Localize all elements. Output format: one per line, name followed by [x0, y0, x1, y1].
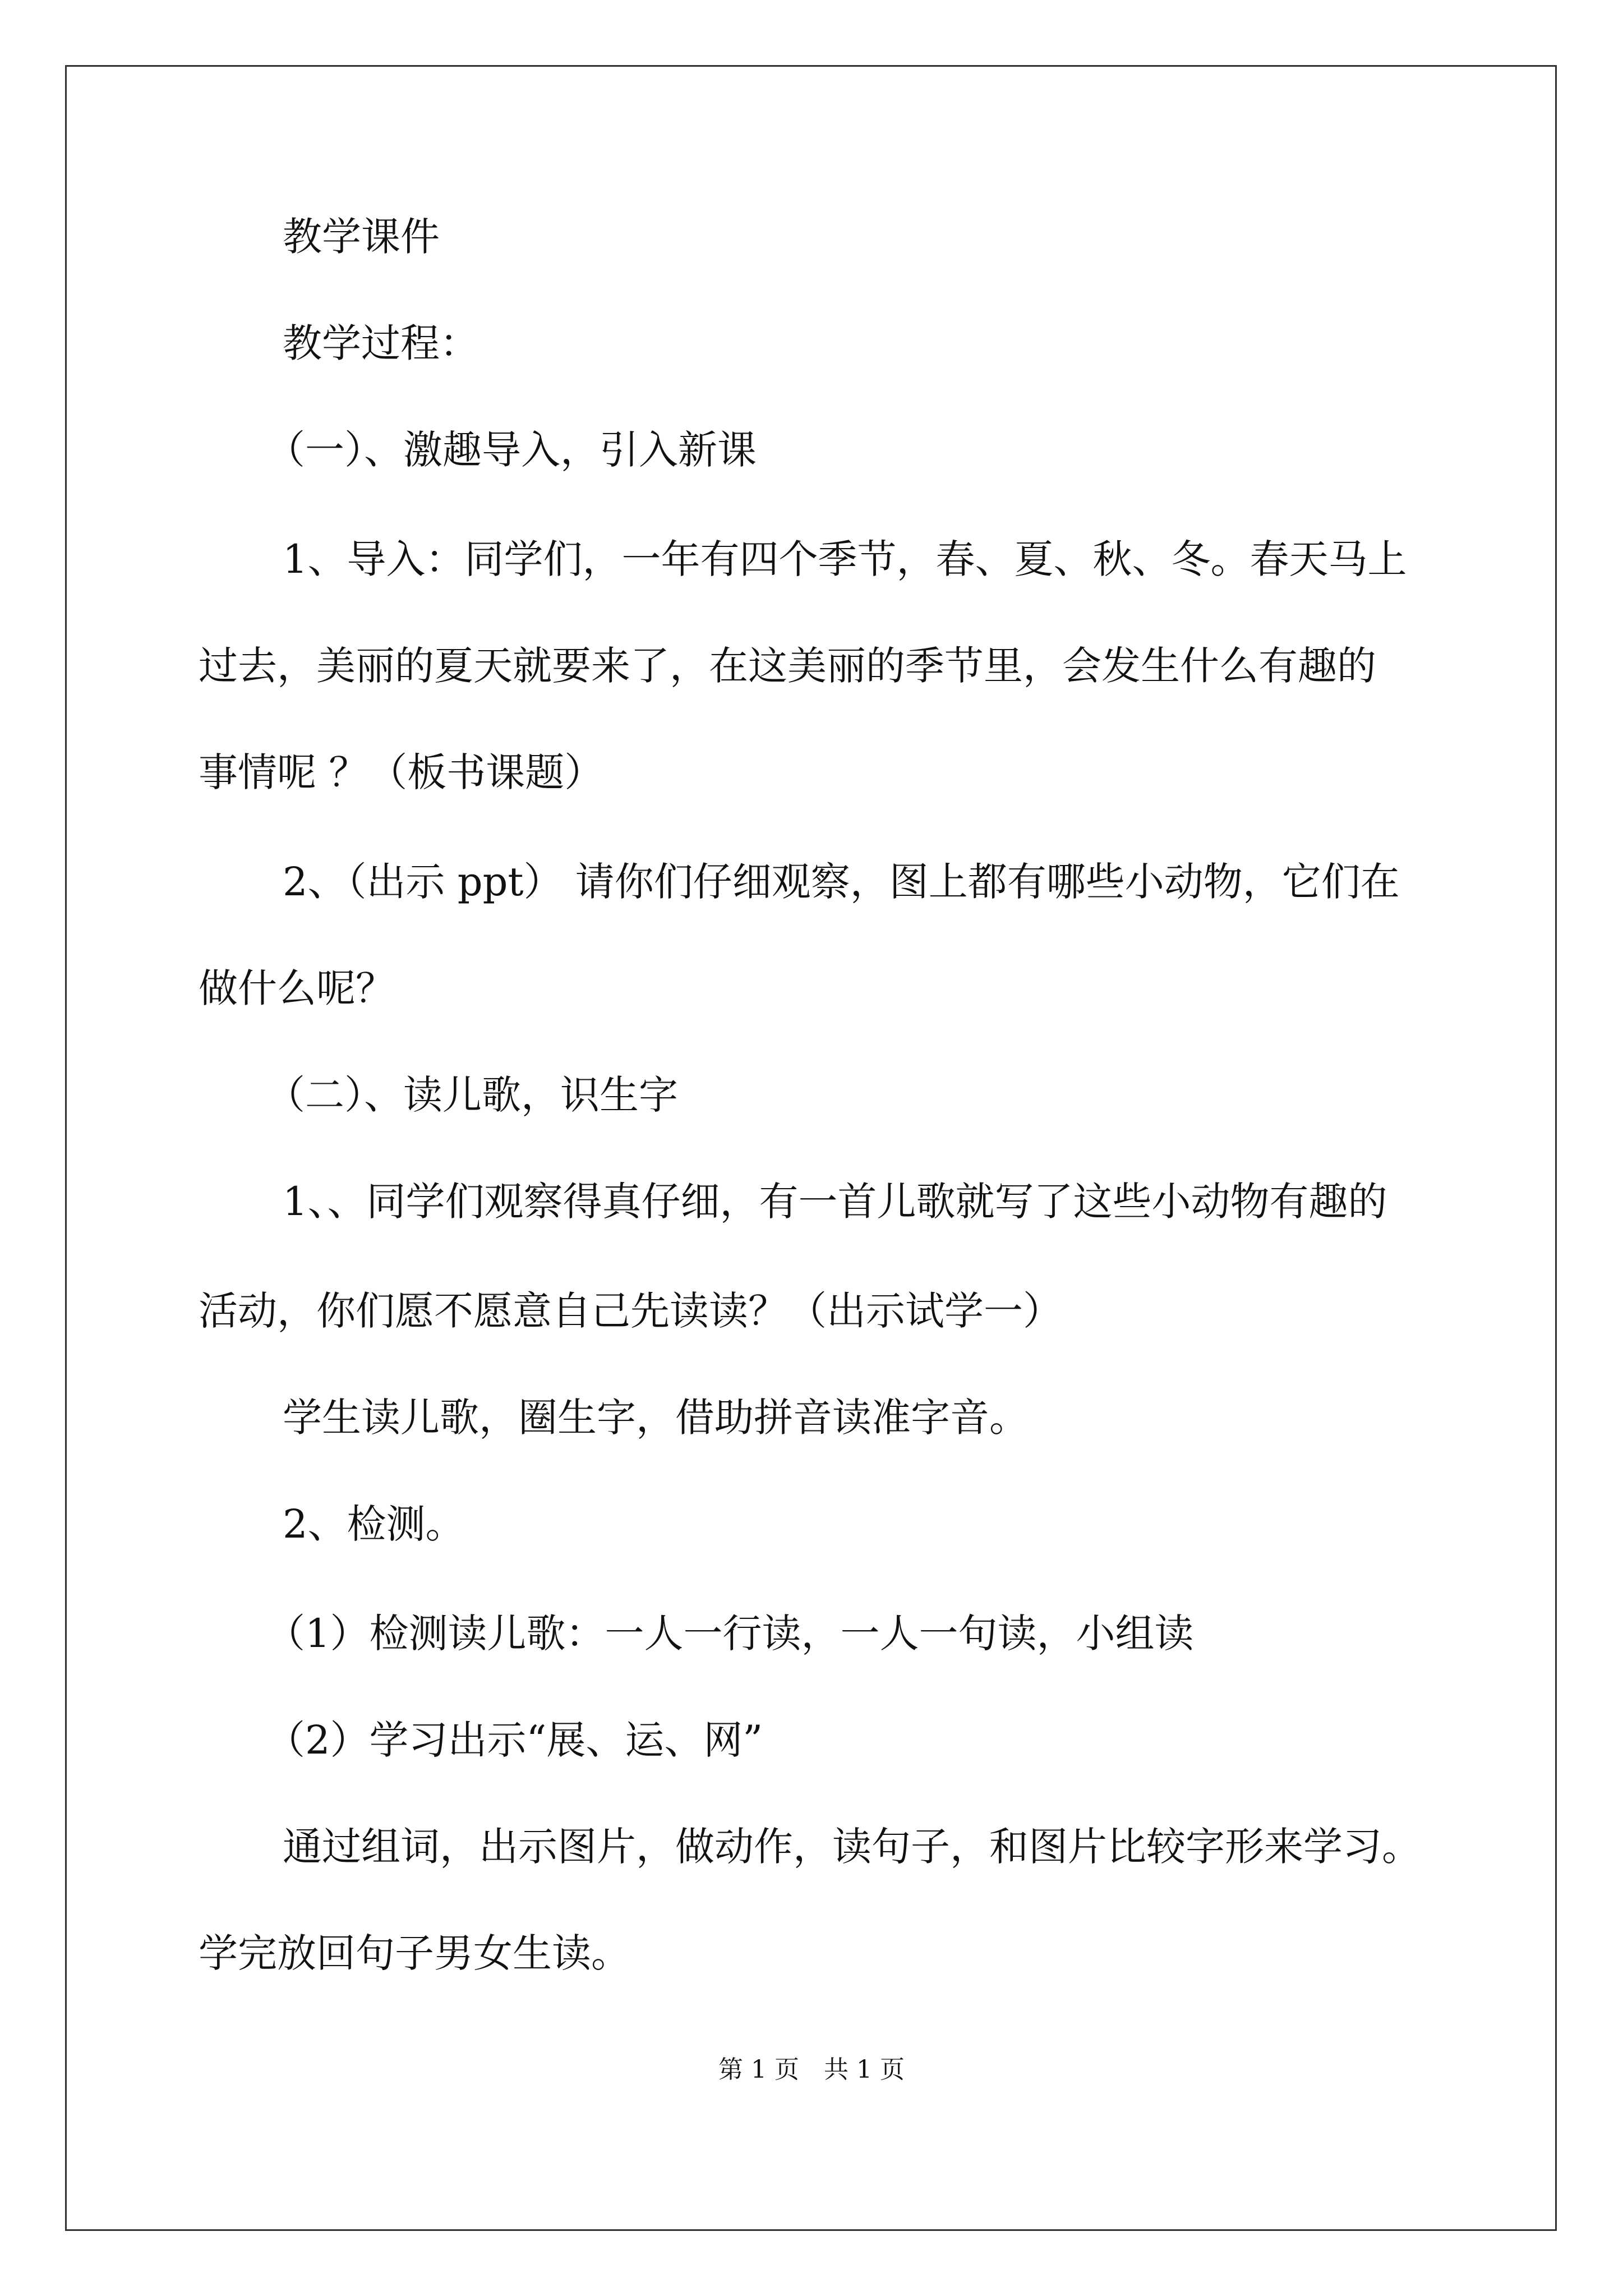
text-line: 教学课件 — [283, 214, 440, 260]
text-line: （二）、读儿歌，识生字 — [266, 1072, 678, 1118]
text-line: 2、（出示 ppt） 请你们仔细观察，图上都有哪些小动物，它们在 — [283, 859, 1400, 905]
page-number-footer: 第 1 页 共 1 页 — [718, 2055, 905, 2084]
text-line: 1、导入：同学们，一年有四个季节，春、夏、秋、冬。春天马上 — [283, 536, 1407, 582]
text-line: 做什么呢？ — [199, 965, 395, 1011]
text-line: （2）学习出示“展、运、网” — [266, 1717, 763, 1763]
page-border — [65, 65, 1557, 2231]
text-line: （1）检测读儿歌：一人一行读，一人一句读，小组读 — [266, 1611, 1194, 1657]
text-line: 通过组词，出示图片，做动作，读句子，和图片比较字形来学习。 — [283, 1824, 1421, 1870]
text-line: 教学过程： — [283, 320, 479, 366]
text-line: （一）、激趣导入，引入新课 — [266, 427, 757, 473]
text-line: 活动，你们愿不愿意自己先读读？（出示试学一） — [199, 1288, 1062, 1334]
text-line: 过去，美丽的夏天就要来了，在这美丽的季节里，会发生什么有趣的 — [199, 643, 1376, 689]
text-line: 学完放回句子男女生读。 — [199, 1930, 630, 1976]
text-line: 1、、同学们观察得真仔细，有一首儿歌就写了这些小动物有趣的 — [283, 1179, 1387, 1225]
text-line: 事情呢 ？（板书课题） — [199, 749, 604, 795]
text-line: 学生读儿歌，圈生字，借助拼音读准字音。 — [283, 1395, 1029, 1441]
text-line: 2、检测。 — [283, 1501, 465, 1547]
